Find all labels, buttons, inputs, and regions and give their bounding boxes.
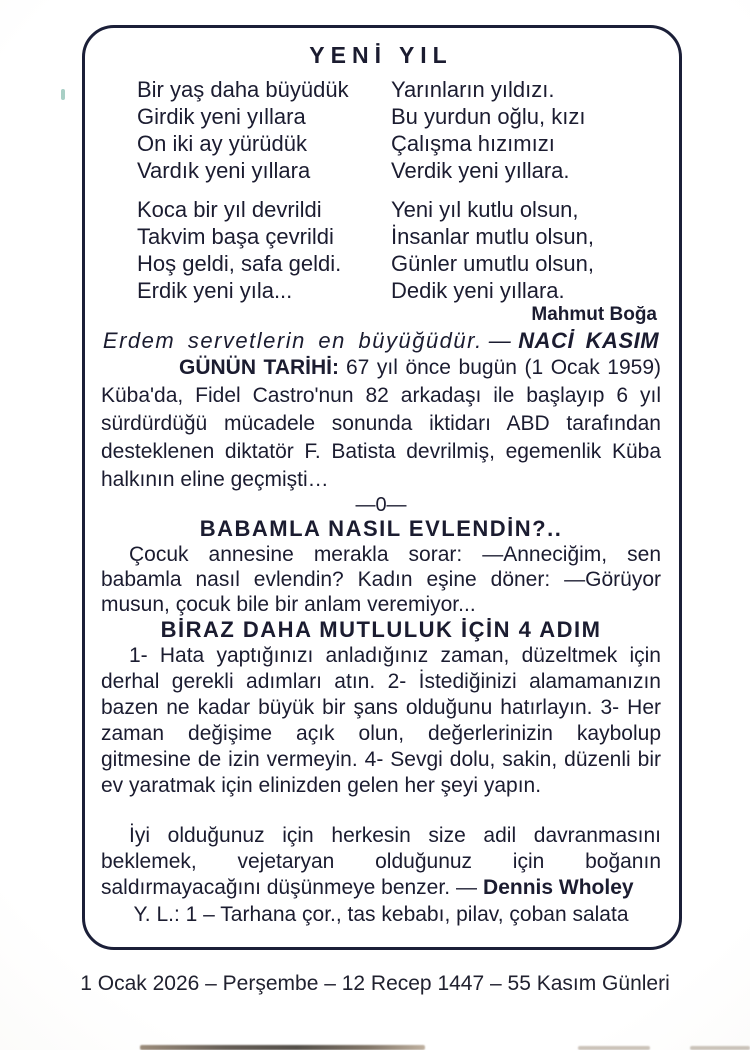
- history-label: GÜNÜN TARİHİ:: [179, 356, 339, 379]
- poem-stanza-2-left: [137, 196, 387, 304]
- joke-heading: BABAMLA NASIL EVLENDİN?..: [199, 516, 563, 541]
- tips-paragraph: 1- Hata yaptığınızı anladığınız zaman, düzeltmek için derhal gerekli adımları atın. 2- İstediğinizi alamamanızın bazen ne kadar büyük bir şans olduğunu hatırlayın. 3- Her zaman değişime açık olun, değerlerinizin kaybolup gitmesine de izin vermeyin. 4- Sevgi dolu, sakin, düzenli bir ev yaratmak için elinizden gelen her şeyi yapın.: [101, 644, 661, 797]
- tips-heading: BİRAZ DAHA MUTLULUK İÇİN 4 ADIM: [160, 617, 602, 642]
- proverb-line: [101, 328, 661, 354]
- poem-line: Yarınların yıldızı.: [391, 77, 555, 102]
- poem-line: Koca bir yıl devrildi: [137, 197, 322, 222]
- proverb-separator: —: [488, 328, 513, 353]
- poem-line: Günler umutlu olsun,: [391, 251, 594, 276]
- proverb-text: Erdem servetlerin en büyüğüdür.: [102, 328, 483, 353]
- photo-artifact: [578, 1046, 650, 1050]
- poem-title: YENİ YIL: [309, 42, 453, 68]
- quote-author: Dennis Wholey: [483, 876, 634, 899]
- poem-column-left: [101, 76, 387, 304]
- menu-line: Y. L.: 1 – Tarhana çor., tas kebabı, pilav, çoban salata: [133, 903, 629, 926]
- poem-stanza-1-left: [137, 76, 387, 184]
- poem-author: Mahmut Boğa: [531, 304, 657, 325]
- history-paragraph: [101, 354, 661, 494]
- poem-line: Yeni yıl kutlu olsun,: [391, 197, 579, 222]
- poem-grid: [101, 76, 661, 304]
- poem-line: Verdik yeni yıllara.: [391, 158, 570, 183]
- footer-date-line: 1 Ocak 2026 – Perşembe – 12 Recep 1447 – 55 Kasım Günleri: [80, 972, 670, 995]
- poem-line: Takvim başa çevrildi: [137, 224, 334, 249]
- section-divider: —0—: [355, 494, 407, 516]
- poem-line: Çalışma hızımızı: [391, 131, 555, 156]
- poem-line: On iki ay yürüdük: [137, 131, 307, 156]
- poem-line: Erdik yeni yıla...: [137, 278, 293, 303]
- poem-line: Vardık yeni yıllara: [137, 158, 311, 183]
- poem-line: Bir yaş daha büyüdük: [137, 77, 349, 102]
- poem-line: İnsanlar mutlu olsun,: [391, 224, 594, 249]
- poem-column-right: [387, 76, 594, 304]
- quote-paragraph: [101, 823, 661, 901]
- poem-stanza-1-right: [391, 76, 594, 184]
- poem-line: Girdik yeni yıllara: [137, 104, 306, 129]
- photo-artifact: [690, 1046, 750, 1050]
- quote-separator: —: [456, 876, 478, 899]
- joke-paragraph: Çocuk annesine merakla sorar: —Anneciğim, sen babamla nasıl evlendin? Kadın eşine döner: —Görüyor musun, çocuk bile bir anlam veremiyor...: [101, 543, 661, 616]
- poem-stanza-2-right: [391, 196, 594, 304]
- poem-line: Bu yurdun oğlu, kızı: [391, 104, 586, 129]
- calendar-page-frame: [82, 25, 682, 950]
- history-text: 67 yıl önce bugün (1 Ocak 1959) Küba'da, Fidel Castro'nun 82 arkadaşı ile başlayıp 6 yıl sürdürdüğü mücadele sonunda iktidarı ABD tarafından desteklenen diktatör F. Batista devrilmiş, egemenlik Küba halkının eline geçmişti…: [101, 356, 661, 491]
- poem-line: Dedik yeni yıllara.: [391, 278, 565, 303]
- photo-artifact: [140, 1045, 425, 1050]
- photo-artifact: [61, 89, 65, 100]
- quote-text: İyi olduğunuz için herkesin size adil davranmasını beklemek, vejetaryan olduğunuz için boğanın saldırmayacağını düşünmeye benzer.: [101, 824, 661, 899]
- poem-line: Hoş geldi, safa geldi.: [137, 251, 342, 276]
- proverb-author: NACİ KASIM: [518, 328, 660, 353]
